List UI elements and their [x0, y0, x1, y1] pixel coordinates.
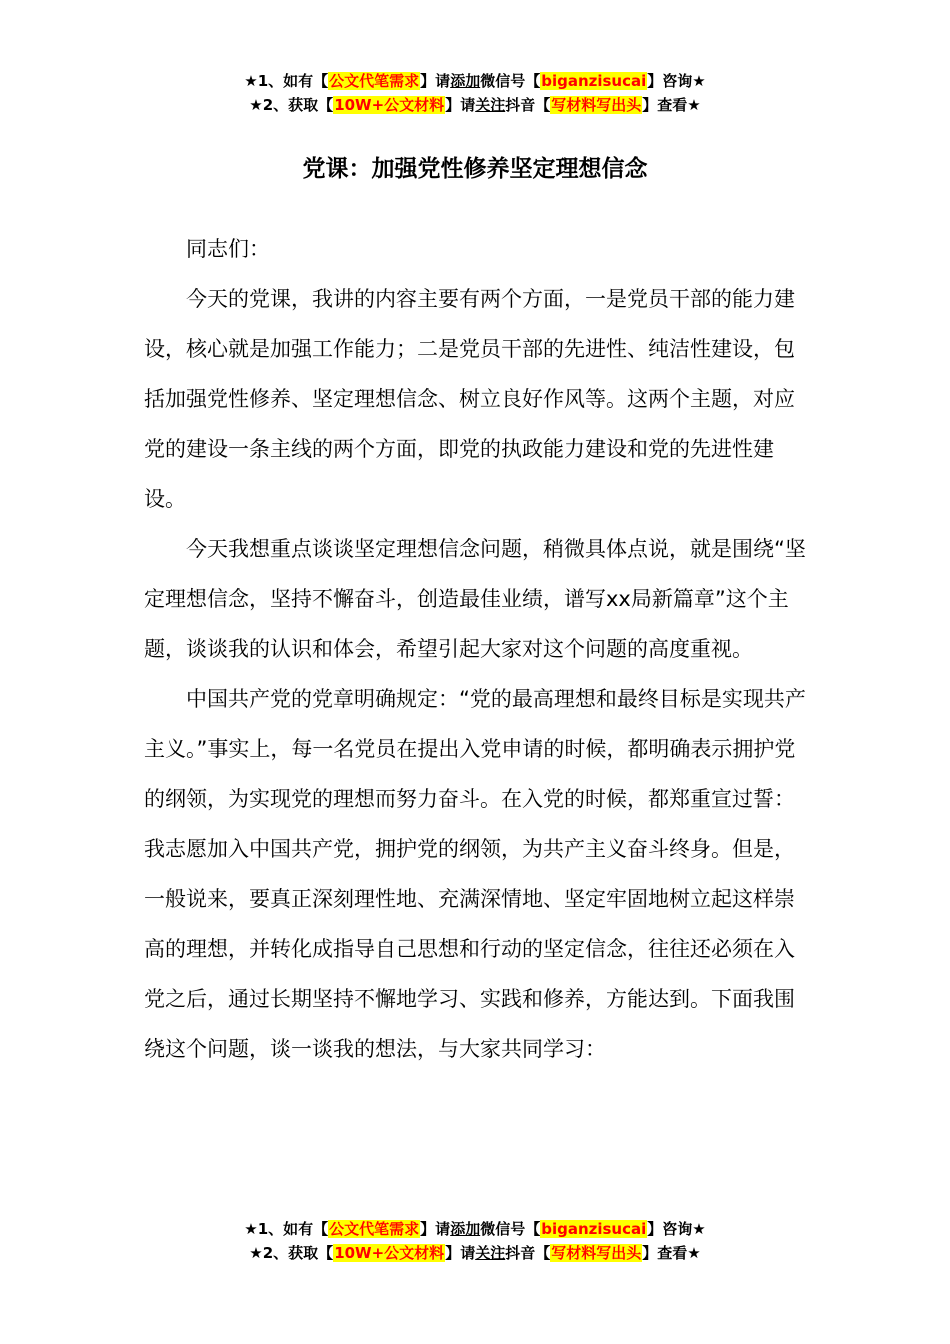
footer-ad	[0, 1217, 950, 1265]
ad-underline: 添加	[450, 72, 481, 90]
ad-text: 微信号【	[480, 1220, 541, 1238]
greeting: 同志们：	[186, 237, 270, 261]
ad-text: 抖音【	[505, 1244, 551, 1262]
ad-line-2	[0, 93, 950, 117]
ad-text: 】查看★	[642, 96, 701, 114]
paragraph: 今天的党课，我讲的内容主要有两个方面，一是党员干部的能力建设，核心就是加强工作能力；二是党员干部的先进性、纯洁性建设，包括加强党性修养、坚定理想信念、树立良好作风等。这两个主题，对应党的建设一条主线的两个方面，即党的执政能力建设和党的先进性建设。	[144, 287, 795, 511]
ad-text: 】请	[445, 1244, 476, 1262]
ad-text: 抖音【	[505, 96, 551, 114]
paragraph: 今天我想重点谈谈坚定理想信念问题，稍微具体点说，就是围绕“坚定理想信念，坚持不懈奋斗，创造最佳业绩，谱写xx局新篇章”这个主题，谈谈我的认识和体会，希望引起大家对这个问题的高度重视。	[144, 537, 806, 661]
ad-underline: 添加	[450, 1220, 481, 1238]
ad-highlight: biganzisucai	[541, 1220, 647, 1238]
ad-text: 】咨询★	[647, 1220, 706, 1238]
ad-highlight: 公文代笔需求	[329, 1220, 420, 1238]
ad-text: ★1、如有【	[244, 72, 329, 90]
ad-highlight: 写材料写出头	[551, 1244, 642, 1262]
ad-text: ★2、获取【	[249, 1244, 334, 1262]
ad-text: 】请	[420, 1220, 451, 1238]
ad-underline: 关注	[475, 1244, 506, 1262]
paragraph: 中国共产党的党章明确规定：“党的最高理想和最终目标是实现共产主义。”事实上，每一名党员在提出入党申请的时候，都明确表示拥护党的纲领，为实现党的理想而努力奋斗。在入党的时候，都郑重宣过誓：我志愿加入中国共产党，拥护党的纲领，为共产主义奋斗终身。但是，一般说来，要真正深刻理性地、充满深情地、坚定牢固地树立起这样崇高的理想，并转化成指导自己思想和行动的坚定信念，往往还必须在入党之后，通过长期坚持不懈地学习、实践和修养，方能达到。下面我围绕这个问题，谈一谈我的想法，与大家共同学习：	[144, 687, 806, 1061]
ad-line-1	[0, 1217, 950, 1241]
ad-highlight: biganzisucai	[541, 72, 647, 90]
header-ad	[0, 69, 950, 117]
document-title: 党课：加强党性修养坚定理想信念	[302, 156, 648, 182]
document-body	[144, 224, 810, 1074]
ad-highlight: 公文代笔需求	[329, 72, 420, 90]
ad-line-2	[0, 1241, 950, 1265]
ad-text: 】请	[420, 72, 451, 90]
ad-highlight: 10W+公文材料	[334, 1244, 445, 1262]
ad-text: 微信号【	[480, 72, 541, 90]
ad-highlight: 10W+公文材料	[334, 96, 445, 114]
ad-text: ★1、如有【	[244, 1220, 329, 1238]
ad-text: 】请	[445, 96, 476, 114]
ad-underline: 关注	[475, 96, 506, 114]
ad-text: 】咨询★	[647, 72, 706, 90]
ad-text: ★2、获取【	[249, 96, 334, 114]
ad-text: 】查看★	[642, 1244, 701, 1262]
ad-highlight: 写材料写出头	[551, 96, 642, 114]
ad-line-1	[0, 69, 950, 93]
